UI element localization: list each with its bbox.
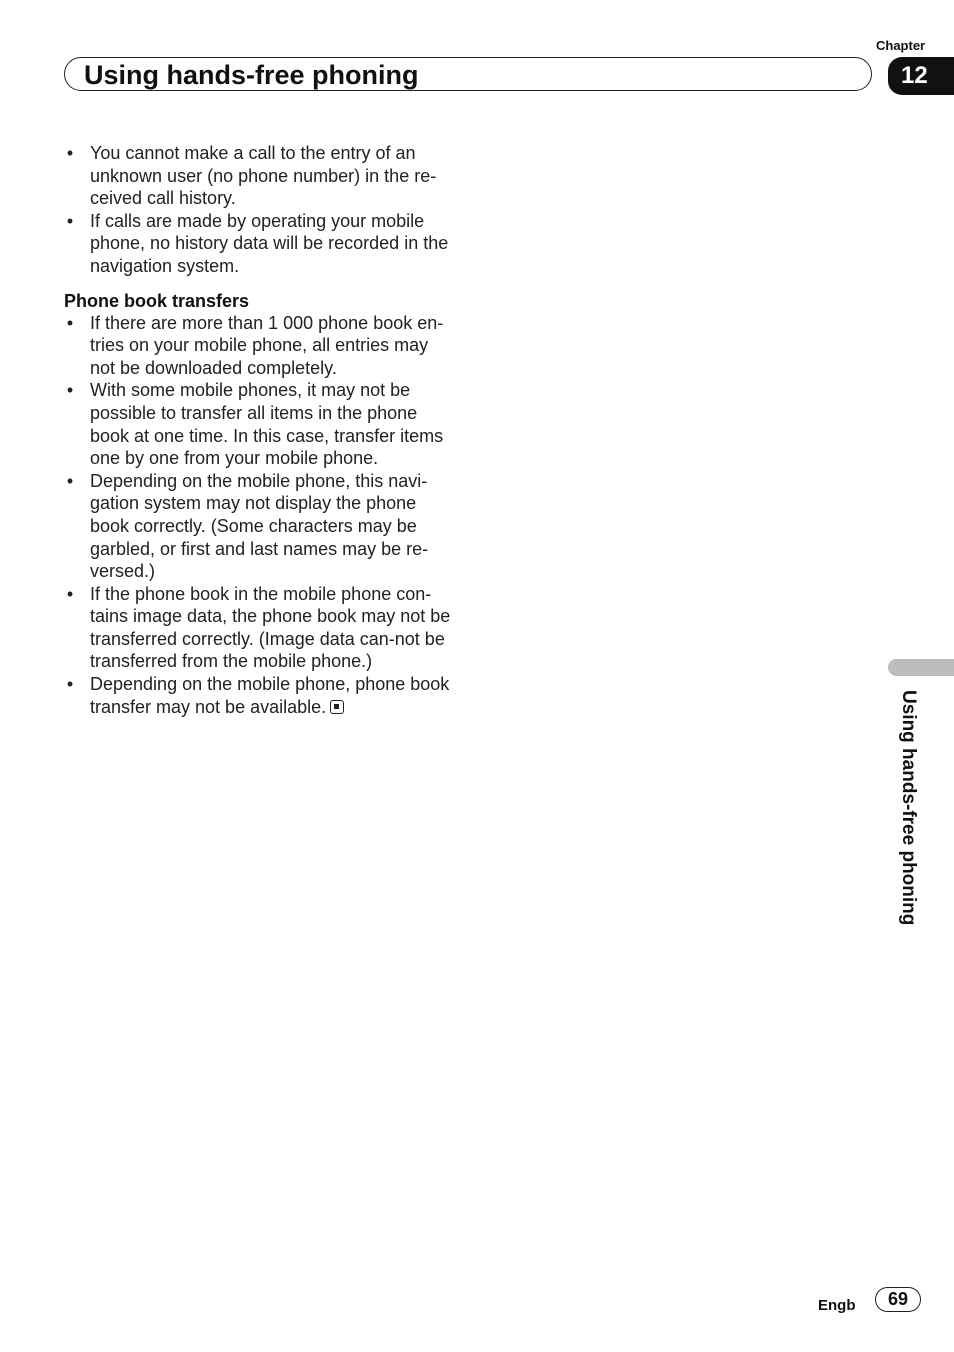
list-item [64, 673, 456, 718]
list-item [64, 312, 456, 380]
list-item-text: You cannot make a call to the entry of an unknown user (no phone number) in the re-ceived call history. [90, 143, 437, 209]
list-item-text: Depending on the mobile phone, phone book transfer may not be available. [90, 674, 450, 717]
end-of-section-icon [330, 700, 344, 714]
list-item [64, 142, 456, 210]
intro-bullet-list [64, 142, 456, 278]
side-tab-label: Using hands-free phoning [898, 690, 919, 926]
bullet-icon: • [66, 583, 74, 604]
list-item [64, 470, 456, 583]
bullet-icon: • [66, 380, 74, 401]
page-header [64, 57, 872, 91]
bullet-icon: • [66, 143, 74, 163]
phone-book-bullet-list [64, 312, 456, 719]
list-item-text: With some mobile phones, it may not be possible to transfer all items in the phone book at one time. In this case, transfer items one by one from your mobile phone. [90, 380, 444, 469]
page-title: Using hands-free phoning [84, 60, 419, 90]
list-item [64, 210, 456, 278]
list-item-text: Depending on the mobile phone, this navi-gation system may not display the phone book correctly. (Some characters may be garbled, or first and last names may be re-versed.) [90, 470, 429, 582]
list-item-text: If calls are made by operating your mobile phone, no history data will be recorded in the navigation system. [90, 210, 449, 276]
side-tab-marker [888, 659, 954, 676]
page-number: 69 [887, 1289, 909, 1309]
chapter-label: Chapter [876, 38, 926, 53]
chapter-number-tab [888, 57, 954, 95]
list-item-text: If the phone book in the mobile phone con-tains image data, the phone book may not be transferred correctly. (Image data can-not be transferred from the mobile phone.) [90, 583, 451, 672]
list-item [64, 583, 456, 673]
section-heading: Phone book transfers [64, 290, 250, 311]
bullet-icon: • [66, 312, 74, 333]
main-content [64, 142, 456, 718]
bullet-icon: • [66, 674, 74, 695]
list-item [64, 379, 456, 469]
bullet-icon: • [66, 210, 74, 231]
bullet-icon: • [66, 470, 74, 491]
chapter-number: 12 [901, 62, 928, 89]
list-item-text: If there are more than 1 000 phone book en-tries on your mobile phone, all entries may not be downloaded completely. [90, 312, 444, 378]
page-number-badge [875, 1287, 921, 1312]
footer-language: Engb [818, 1297, 856, 1314]
